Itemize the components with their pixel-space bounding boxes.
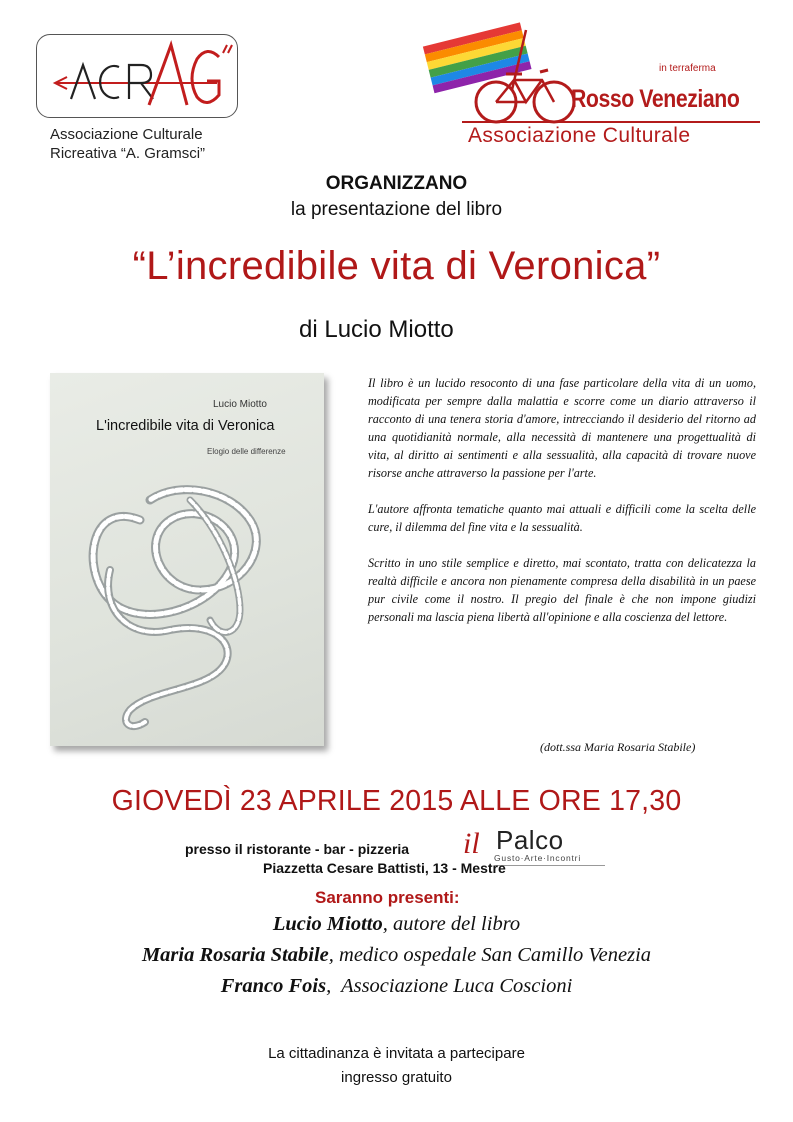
- arcag-logo: [36, 34, 238, 118]
- guest-line: [0, 975, 793, 998]
- invitation-text: La cittadinanza è invitata a partecipare: [268, 1045, 525, 1062]
- book-title: “L’incredibile vita di Veronica”: [132, 244, 661, 288]
- guest-line: [0, 913, 793, 936]
- cover-chain-art-icon: [70, 460, 310, 740]
- review-paragraph-2: L'autore affronta tematiche quanto mai attuali e difficili come la scelta delle cure, il dilemma del fine vita e la sessualità.: [368, 502, 756, 534]
- book-review: [368, 374, 756, 644]
- arcag-mark-icon: [37, 35, 237, 117]
- venue-logo-divider: [495, 865, 605, 866]
- organizzano-heading: ORGANIZZANO: [325, 173, 468, 194]
- review-paragraph-1: Il libro è un lucido resoconto di una fase particolare della vita di un uomo, modificata per sempre dalla malattia e scorre come un diario attraverso il racconto di una tenera storia d'amore, intrecciando il desiderio del ritorno ad una quotidianità normale, alla necessità di mantenere una progettualità di vita, al diritto ai sentimenti e alla sessualità, alla capacità di trovare nuove risorse anche attraverso la passione per l'arte.: [368, 376, 756, 480]
- review-signature: (dott.ssa Maria Rosaria Stabile): [540, 740, 696, 754]
- venue-logo-il: il: [463, 827, 480, 860]
- guest-line: [0, 944, 793, 967]
- guests-heading: Saranno presenti:: [315, 888, 460, 907]
- rosso-veneziano-name: Rosso Veneziano: [571, 85, 740, 113]
- arcag-caption: [50, 125, 250, 163]
- cover-subtitle: Elogio delle differenze: [207, 447, 286, 456]
- cover-title: L'incredibile vita di Veronica: [96, 418, 275, 434]
- guest-role: , autore del libro: [382, 913, 521, 935]
- arcag-caption-line2: Ricreativa “A. Gramsci”: [50, 145, 206, 162]
- book-author: di Lucio Miotto: [299, 316, 454, 343]
- guest-role: , Associazione Luca Coscioni: [326, 975, 573, 997]
- guest-role: , medico ospedale San Camillo Venezia: [328, 944, 652, 966]
- venue-address: Piazzetta Cesare Battisti, 13 - Mestre: [263, 860, 506, 876]
- venue-logo-name: Palco: [496, 825, 564, 855]
- event-date: GIOVEDÌ 23 APRILE 2015 ALLE ORE 17,30: [111, 785, 682, 817]
- free-entry-text: ingresso gratuito: [341, 1069, 452, 1086]
- venue-logo-tagline: Gusto·Arte·Incontri: [494, 853, 582, 863]
- guest-name: Maria Rosaria Stabile: [141, 944, 329, 966]
- rosso-veneziano-subtitle: Associazione Culturale: [468, 124, 691, 147]
- review-paragraph-3: Scritto in uno stile semplice e diretto, mai scontato, tratta con delicatezza la realtà difficile e ancora non pienamente compresa della disabilità in un paese pur civile come il nostro. Il pregio del finale è che non impone giudizi personali ma lascia piena libertà all'opinione e alla coscienza del lettore.: [368, 556, 756, 624]
- guest-name: Franco Fois: [220, 975, 327, 997]
- rosso-veneziano-logo-icon: [414, 22, 594, 126]
- rosso-veneziano-divider: [462, 121, 760, 123]
- presentation-subheading: la presentazione del libro: [290, 199, 503, 220]
- cover-author: Lucio Miotto: [213, 399, 267, 410]
- arcag-caption-line1: Associazione Culturale: [50, 126, 203, 143]
- venue-description: presso il ristorante - bar - pizzeria: [185, 841, 410, 857]
- guest-name: Lucio Miotto: [272, 913, 383, 935]
- rosso-veneziano-tagline: in terraferma: [659, 63, 716, 74]
